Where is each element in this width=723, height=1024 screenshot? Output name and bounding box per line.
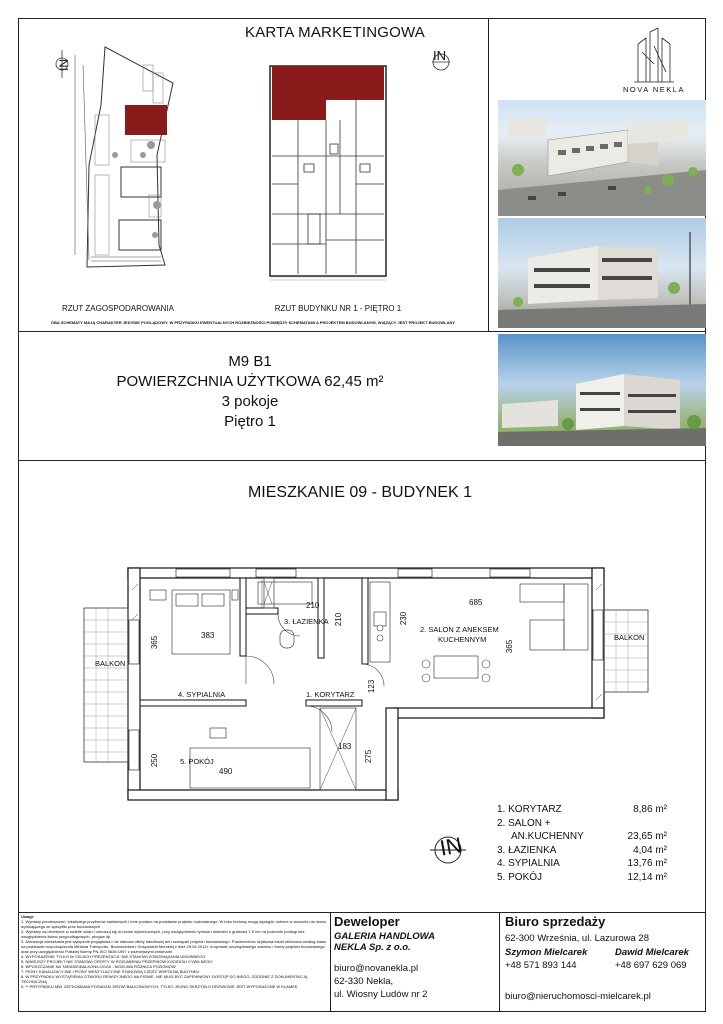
dim-383: 383 — [201, 631, 215, 640]
divider — [488, 18, 489, 332]
note-line: 5. NINIEJSZY PROJEKT NIE STANOWI OFERTY W ROZUMIENIU PRZEPISÓW KODEKSU CYWILNEGO — [21, 959, 213, 964]
area-value: 12,14 m² — [627, 871, 667, 883]
unit-floor: Piętro 1 — [224, 413, 276, 430]
north-arrow-icon — [55, 48, 69, 80]
dim-685: 685 — [469, 598, 483, 607]
area-row — [497, 817, 667, 831]
label-bathroom: 3. ŁAZIENKA — [284, 617, 329, 626]
north-arrow-site: IN — [57, 59, 71, 71]
developer-city: 62-330 Nekla, — [334, 976, 394, 987]
area-name: 5. POKÓJ — [497, 871, 543, 883]
unit-info — [100, 352, 400, 432]
area-row — [497, 830, 667, 844]
divider — [499, 912, 500, 1012]
note-line: 1. Wymiary pomieszczeń, lokalizacja przyborów sanitarnych i inne podano na podstawie projektu budowlanego. W toku budowy mogą wystąpić różnice w stosunku do stanu wynikającego ze specyfiki prac budowlanych — [21, 919, 327, 929]
agent-2-name: Dawid Mielcarek — [615, 947, 689, 958]
area-name: 4. SYPIALNIA — [497, 858, 560, 869]
north-label-bottom: IN — [437, 832, 464, 861]
dim-230: 230 — [399, 611, 409, 626]
site-plan-caption: RZUT ZAGOSPODAROWANIA — [61, 304, 174, 313]
label-living: 2. SALON Z ANEKSEM — [420, 625, 499, 634]
developer-info — [334, 914, 496, 1000]
developer-heading: Deweloper — [334, 914, 400, 929]
area-value: 23,65 m² — [627, 831, 667, 842]
area-name: AN.KUCHENNY — [511, 831, 584, 842]
divider — [18, 331, 706, 332]
area-value — [614, 817, 667, 831]
render-angle-photo — [498, 334, 706, 446]
divider — [330, 912, 331, 1012]
label-balcony-right: BALKON — [614, 633, 645, 642]
plan-title: MIESZKANIE 09 - BUDYNEK 1 — [247, 484, 473, 501]
label-living-2: KUCHENNYM — [438, 635, 487, 644]
dim-123: 123 — [367, 679, 377, 694]
developer-company-2: NEKLA Sp. z o.o. — [334, 942, 411, 953]
area-table — [497, 803, 667, 884]
area-row — [497, 844, 667, 858]
area-row — [497, 857, 667, 871]
note-line: 2. Wymiary są określone w świetle ścian i odnoszą się do ścian wykończonych, przy uwzględnieniu tynków i okładzin o grubości 1,5 cm na poziomie podłogi bez uwzględnienia listew przypodłogowych, progów itp. — [21, 929, 305, 939]
divider — [18, 460, 706, 461]
render-front-photo — [498, 218, 706, 328]
note-line: 7. PIONY KANALIZACYJNE I PIONY WENTYLACYJNE STANOWIĄ CZĘŚĆ WSPÓLNĄ BUDYNKU — [21, 969, 200, 974]
area-name: 3. ŁAZIENKA — [497, 844, 557, 856]
area-name: 1. KORYTARZ — [497, 804, 562, 815]
agent-1-phone[interactable]: +48 571 893 144 — [505, 960, 577, 971]
unit-code: M9 B1 — [228, 353, 272, 370]
render-aerial-photo — [498, 100, 706, 216]
agent-2-phone[interactable]: +48 697 629 069 — [615, 960, 687, 971]
developer-company-1: GALERIA HANDLOWA — [334, 931, 435, 942]
disclaimer: OBA SCHEMATY MAJĄ CHARAKTER JEDYNIE POGLĄDOWY. W PRZYPADKU EWENTUALNYCH ROZBIEŻNOŚCI POMIĘDZY SCHEMATAMI A PROJEKTEM BUDOWLANYM, WIĄŻĄCY JEST PROJEKT BUDOWLANY — [50, 320, 456, 325]
notes-title: Uwagi: — [21, 914, 35, 919]
label-hall: 1. KORYTARZ — [306, 690, 355, 699]
note-line: 4. WYPOSAŻENIE TYLKO W CELACH PREZENTACJI, NIE STANOWI ZOBOWIĄZANIA UMOWNEGO — [21, 954, 206, 959]
sales-address: 62-300 Września, ul. Lazurowa 28 — [505, 933, 649, 944]
divider — [18, 912, 706, 913]
developer-street: ul. Wiosny Ludów nr 2 — [334, 989, 428, 1000]
agent-1-name: Szymon Mielcarek — [505, 947, 588, 958]
label-room: 5. POKÓJ — [180, 757, 214, 766]
unit-area: POWIERZCHNIA UŻYTKOWA 62,45 m² — [116, 373, 384, 390]
floor-plan-caption: RZUT BUDYNKU NR 1 - PIĘTRO 1 — [274, 304, 402, 313]
dim-275: 275 — [364, 749, 374, 764]
dim-365a: 365 — [150, 635, 160, 650]
area-value: 13,76 m² — [627, 858, 667, 869]
dim-183: 183 — [338, 742, 352, 751]
note-line: 9. ** PRZYPADKU MW. ZEFDOMANIA POSADZKI DRZWI BALKONOWYCH, TYLKO JEDNO SKRZYDŁO DRZWIOWE JEST WYPOSAŻONE W KLAMKĘ — [21, 984, 298, 989]
note-line: 8. W PRZYPADKU WYSTĄPIENIA OTWORU REWIZYJNEGO NA PIONIE, NIE MUSI BYĆ ZAPEWNIONY DOSTĘP DO NIEGO, ZGODNIE Z DOKUMENTACJĄ TECHNICZNĄ — [21, 974, 308, 984]
brand-name: NOVA NEKLA — [623, 85, 685, 94]
area-value: 8,86 m² — [633, 804, 667, 815]
building-floor-plan — [268, 64, 390, 284]
area-row — [497, 871, 667, 885]
area-name: 2. SALON + — [497, 817, 551, 829]
sales-heading: Biuro sprzedaży — [505, 914, 606, 929]
developer-email[interactable]: biuro@novanekla.pl — [334, 963, 419, 974]
note-line: 3. Aranżacja mieszkania jest wyłącznie poglądowa i nie stanowi oferty handlowej ani rozwiązań projektu budowlanego. Powierzchnia użytkowa lokali obliczona według stanu na podstawie rozporządzenia Ministra Transportu, Budownictwa i Gospodarki Morskiej z dnia 25.04.2012r. w sprawie szczegółowego zakresu i formy projektu budowlanego oraz przy uwzględnieniu Polskiej Normy PN-ISO 9836:1997 z późniejszymi zmianami — [21, 939, 327, 954]
north-label-plan: IN — [433, 48, 446, 63]
notes — [21, 914, 327, 1010]
label-bedroom: 4. SYPIALNIA — [178, 690, 226, 699]
dim-490: 490 — [219, 767, 233, 776]
card-title: KARTA MARKETINGOWA — [244, 24, 425, 41]
sales-office-info — [505, 914, 703, 1002]
dim-365b: 365 — [505, 639, 515, 654]
label-balcony-left: BALKON — [95, 659, 126, 668]
unit-rooms: 3 pokoje — [221, 393, 279, 410]
sales-email[interactable]: biuro@nieruchomosci-mielcarek.pl — [505, 991, 651, 1002]
note-line: 6. WPUSZCZANIE NA TARASIE/BALKON/LOGGII - MOŻLIWA RÓŻNICA POZIOMÓW — [21, 964, 176, 969]
dim-210b: 210 — [334, 612, 344, 627]
area-row — [497, 803, 667, 817]
area-value: 4,04 m² — [633, 844, 667, 856]
dim-250: 250 — [150, 753, 160, 768]
dim-210a: 210 — [306, 601, 320, 610]
site-plan — [55, 45, 205, 275]
